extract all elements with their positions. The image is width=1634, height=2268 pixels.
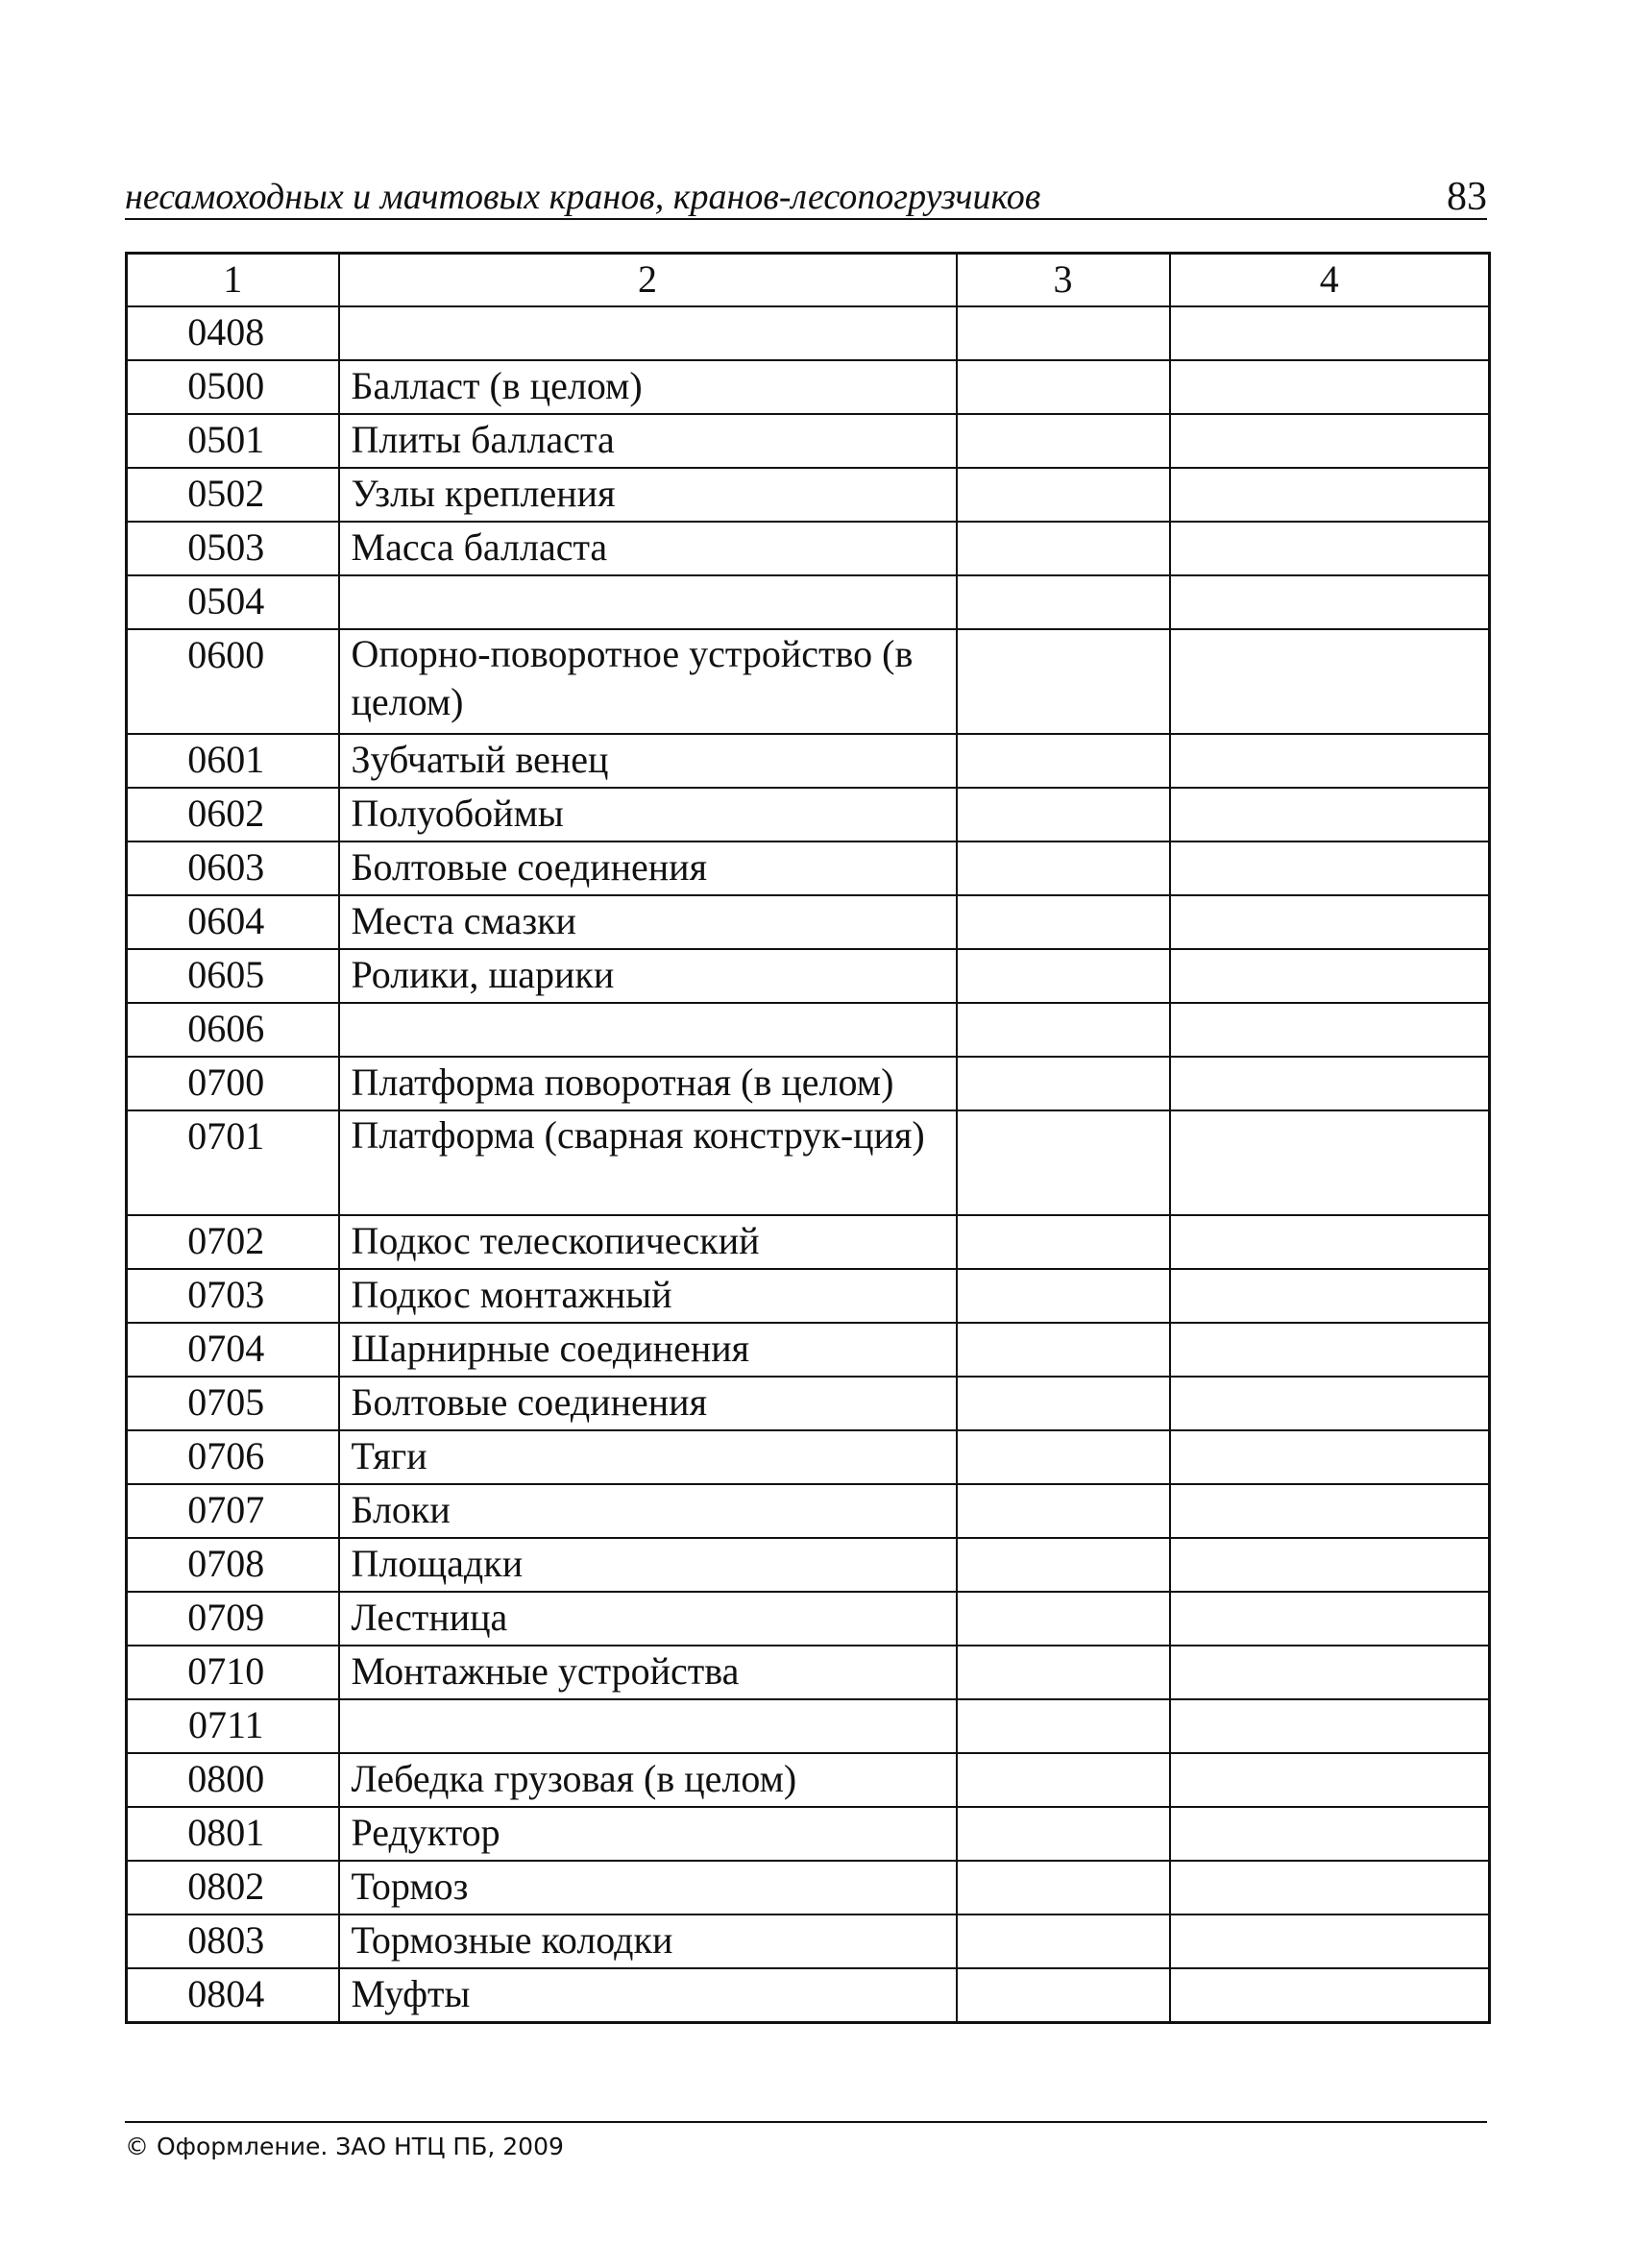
cell xyxy=(957,1057,1170,1110)
table-row xyxy=(127,1110,1490,1215)
cell xyxy=(957,788,1170,841)
name-cell: Зубчатый венец xyxy=(339,734,957,788)
code-cell: 0706 xyxy=(127,1430,339,1484)
name-cell: Тормоз xyxy=(339,1861,957,1914)
code-cell: 0701 xyxy=(127,1110,339,1215)
code-cell: 0602 xyxy=(127,788,339,841)
table-row xyxy=(127,1269,1490,1323)
table-row xyxy=(127,360,1490,414)
name-cell: Плиты балласта xyxy=(339,414,957,468)
cell xyxy=(1170,575,1490,629)
name-cell: Тяги xyxy=(339,1430,957,1484)
cell xyxy=(957,522,1170,575)
table-row xyxy=(127,1807,1490,1861)
cell xyxy=(1170,1430,1490,1484)
name-cell: Болтовые соединения xyxy=(339,1377,957,1430)
cell xyxy=(957,949,1170,1003)
cell xyxy=(1170,1003,1490,1057)
name-cell: Лебедка грузовая (в целом) xyxy=(339,1753,957,1807)
code-cell: 0603 xyxy=(127,841,339,895)
cell xyxy=(1170,1057,1490,1110)
table-row xyxy=(127,468,1490,522)
name-cell: Полуобоймы xyxy=(339,788,957,841)
cell xyxy=(957,734,1170,788)
cell xyxy=(957,1269,1170,1323)
table-row xyxy=(127,1646,1490,1699)
table-row xyxy=(127,414,1490,468)
cell xyxy=(957,414,1170,468)
code-cell: 0801 xyxy=(127,1807,339,1861)
table-row xyxy=(127,1914,1490,1968)
name-cell: Ролики, шарики xyxy=(339,949,957,1003)
code-cell: 0710 xyxy=(127,1646,339,1699)
code-cell: 0504 xyxy=(127,575,339,629)
code-cell: 0711 xyxy=(127,1699,339,1753)
code-cell: 0605 xyxy=(127,949,339,1003)
cell xyxy=(1170,895,1490,949)
column-header: 3 xyxy=(957,254,1170,307)
cell xyxy=(1170,788,1490,841)
code-cell: 0502 xyxy=(127,468,339,522)
name-cell: Блоки xyxy=(339,1484,957,1538)
code-cell: 0601 xyxy=(127,734,339,788)
code-cell: 0606 xyxy=(127,1003,339,1057)
name-cell xyxy=(339,575,957,629)
cell xyxy=(957,1592,1170,1646)
cell xyxy=(957,575,1170,629)
code-cell: 0705 xyxy=(127,1377,339,1430)
name-cell: Монтажные устройства xyxy=(339,1646,957,1699)
table-row xyxy=(127,788,1490,841)
table-row xyxy=(127,1699,1490,1753)
cell xyxy=(1170,1323,1490,1377)
name-cell: Балласт (в целом) xyxy=(339,360,957,414)
code-cell: 0704 xyxy=(127,1323,339,1377)
cell xyxy=(957,1753,1170,1807)
cell xyxy=(1170,522,1490,575)
name-cell: Платформа (сварная конструк-ция) xyxy=(339,1110,957,1215)
table-row xyxy=(127,1377,1490,1430)
name-cell: Опорно-поворотное устройство (в целом) xyxy=(339,629,957,734)
cell xyxy=(957,1430,1170,1484)
name-cell: Платформа поворотная (в целом) xyxy=(339,1057,957,1110)
name-cell xyxy=(339,306,957,360)
cell xyxy=(1170,414,1490,468)
table-header-row xyxy=(127,254,1490,307)
column-header: 2 xyxy=(339,254,957,307)
cell xyxy=(957,1646,1170,1699)
page-number: 83 xyxy=(1447,175,1487,219)
cell xyxy=(1170,360,1490,414)
code-cell: 0800 xyxy=(127,1753,339,1807)
cell xyxy=(1170,1484,1490,1538)
code-cell: 0803 xyxy=(127,1914,339,1968)
table-row xyxy=(127,1753,1490,1807)
table-row xyxy=(127,1430,1490,1484)
cell xyxy=(1170,1914,1490,1968)
name-cell: Тормозные колодки xyxy=(339,1914,957,1968)
cell xyxy=(1170,841,1490,895)
cell xyxy=(957,1110,1170,1215)
code-cell: 0604 xyxy=(127,895,339,949)
table-row xyxy=(127,1003,1490,1057)
code-cell: 0804 xyxy=(127,1968,339,2023)
cell xyxy=(957,1861,1170,1914)
parts-table xyxy=(125,252,1491,2024)
cell xyxy=(1170,1538,1490,1592)
cell xyxy=(957,1003,1170,1057)
cell xyxy=(1170,306,1490,360)
cell xyxy=(1170,1753,1490,1807)
cell xyxy=(957,306,1170,360)
footer-rule xyxy=(125,2121,1487,2123)
cell xyxy=(1170,734,1490,788)
cell xyxy=(1170,1592,1490,1646)
cell xyxy=(957,1484,1170,1538)
name-cell: Узлы крепления xyxy=(339,468,957,522)
table-row xyxy=(127,895,1490,949)
cell xyxy=(1170,468,1490,522)
code-cell: 0501 xyxy=(127,414,339,468)
code-cell: 0503 xyxy=(127,522,339,575)
name-cell: Лестница xyxy=(339,1592,957,1646)
table-row xyxy=(127,949,1490,1003)
cell xyxy=(1170,1377,1490,1430)
code-cell: 0703 xyxy=(127,1269,339,1323)
cell xyxy=(957,1377,1170,1430)
cell xyxy=(1170,1215,1490,1269)
header-title: несамоходных и мачтовых кранов, кранов-лесопогрузчиков xyxy=(125,177,1041,217)
cell xyxy=(957,1699,1170,1753)
code-cell: 0707 xyxy=(127,1484,339,1538)
cell xyxy=(1170,1110,1490,1215)
table-row xyxy=(127,1215,1490,1269)
cell xyxy=(957,1914,1170,1968)
code-cell: 0702 xyxy=(127,1215,339,1269)
column-header: 4 xyxy=(1170,254,1490,307)
code-cell: 0408 xyxy=(127,306,339,360)
cell xyxy=(957,1215,1170,1269)
cell xyxy=(957,629,1170,734)
table-row xyxy=(127,522,1490,575)
name-cell: Муфты xyxy=(339,1968,957,2023)
name-cell: Масса балласта xyxy=(339,522,957,575)
cell xyxy=(1170,949,1490,1003)
code-cell: 0500 xyxy=(127,360,339,414)
name-cell: Подкос монтажный xyxy=(339,1269,957,1323)
name-cell: Болтовые соединения xyxy=(339,841,957,895)
name-cell: Шарнирные соединения xyxy=(339,1323,957,1377)
cell xyxy=(957,468,1170,522)
name-cell xyxy=(339,1003,957,1057)
table-row xyxy=(127,1484,1490,1538)
copyright-footer: © Оформление. ЗАО НТЦ ПБ, 2009 xyxy=(125,2133,564,2160)
cell xyxy=(957,1538,1170,1592)
table-row xyxy=(127,1323,1490,1377)
cell xyxy=(957,1807,1170,1861)
cell xyxy=(1170,1699,1490,1753)
cell xyxy=(957,360,1170,414)
code-cell: 0700 xyxy=(127,1057,339,1110)
name-cell: Подкос телескопический xyxy=(339,1215,957,1269)
cell xyxy=(1170,1646,1490,1699)
column-header: 1 xyxy=(127,254,339,307)
table-row xyxy=(127,1538,1490,1592)
code-cell: 0708 xyxy=(127,1538,339,1592)
cell xyxy=(1170,1269,1490,1323)
cell xyxy=(1170,629,1490,734)
table-row xyxy=(127,306,1490,360)
name-cell: Редуктор xyxy=(339,1807,957,1861)
cell xyxy=(1170,1807,1490,1861)
cell xyxy=(957,1323,1170,1377)
cell xyxy=(1170,1968,1490,2023)
name-cell xyxy=(339,1699,957,1753)
table-row xyxy=(127,1057,1490,1110)
code-cell: 0709 xyxy=(127,1592,339,1646)
running-header xyxy=(125,173,1487,221)
code-cell: 0600 xyxy=(127,629,339,734)
header-rule xyxy=(125,218,1487,220)
code-cell: 0802 xyxy=(127,1861,339,1914)
table-row xyxy=(127,734,1490,788)
cell xyxy=(957,841,1170,895)
table-row xyxy=(127,841,1490,895)
cell xyxy=(957,1968,1170,2023)
table-row xyxy=(127,629,1490,734)
cell xyxy=(1170,1861,1490,1914)
table-row xyxy=(127,575,1490,629)
name-cell: Места смазки xyxy=(339,895,957,949)
cell xyxy=(957,895,1170,949)
table-row xyxy=(127,1968,1490,2023)
table-row xyxy=(127,1861,1490,1914)
table-row xyxy=(127,1592,1490,1646)
name-cell: Площадки xyxy=(339,1538,957,1592)
